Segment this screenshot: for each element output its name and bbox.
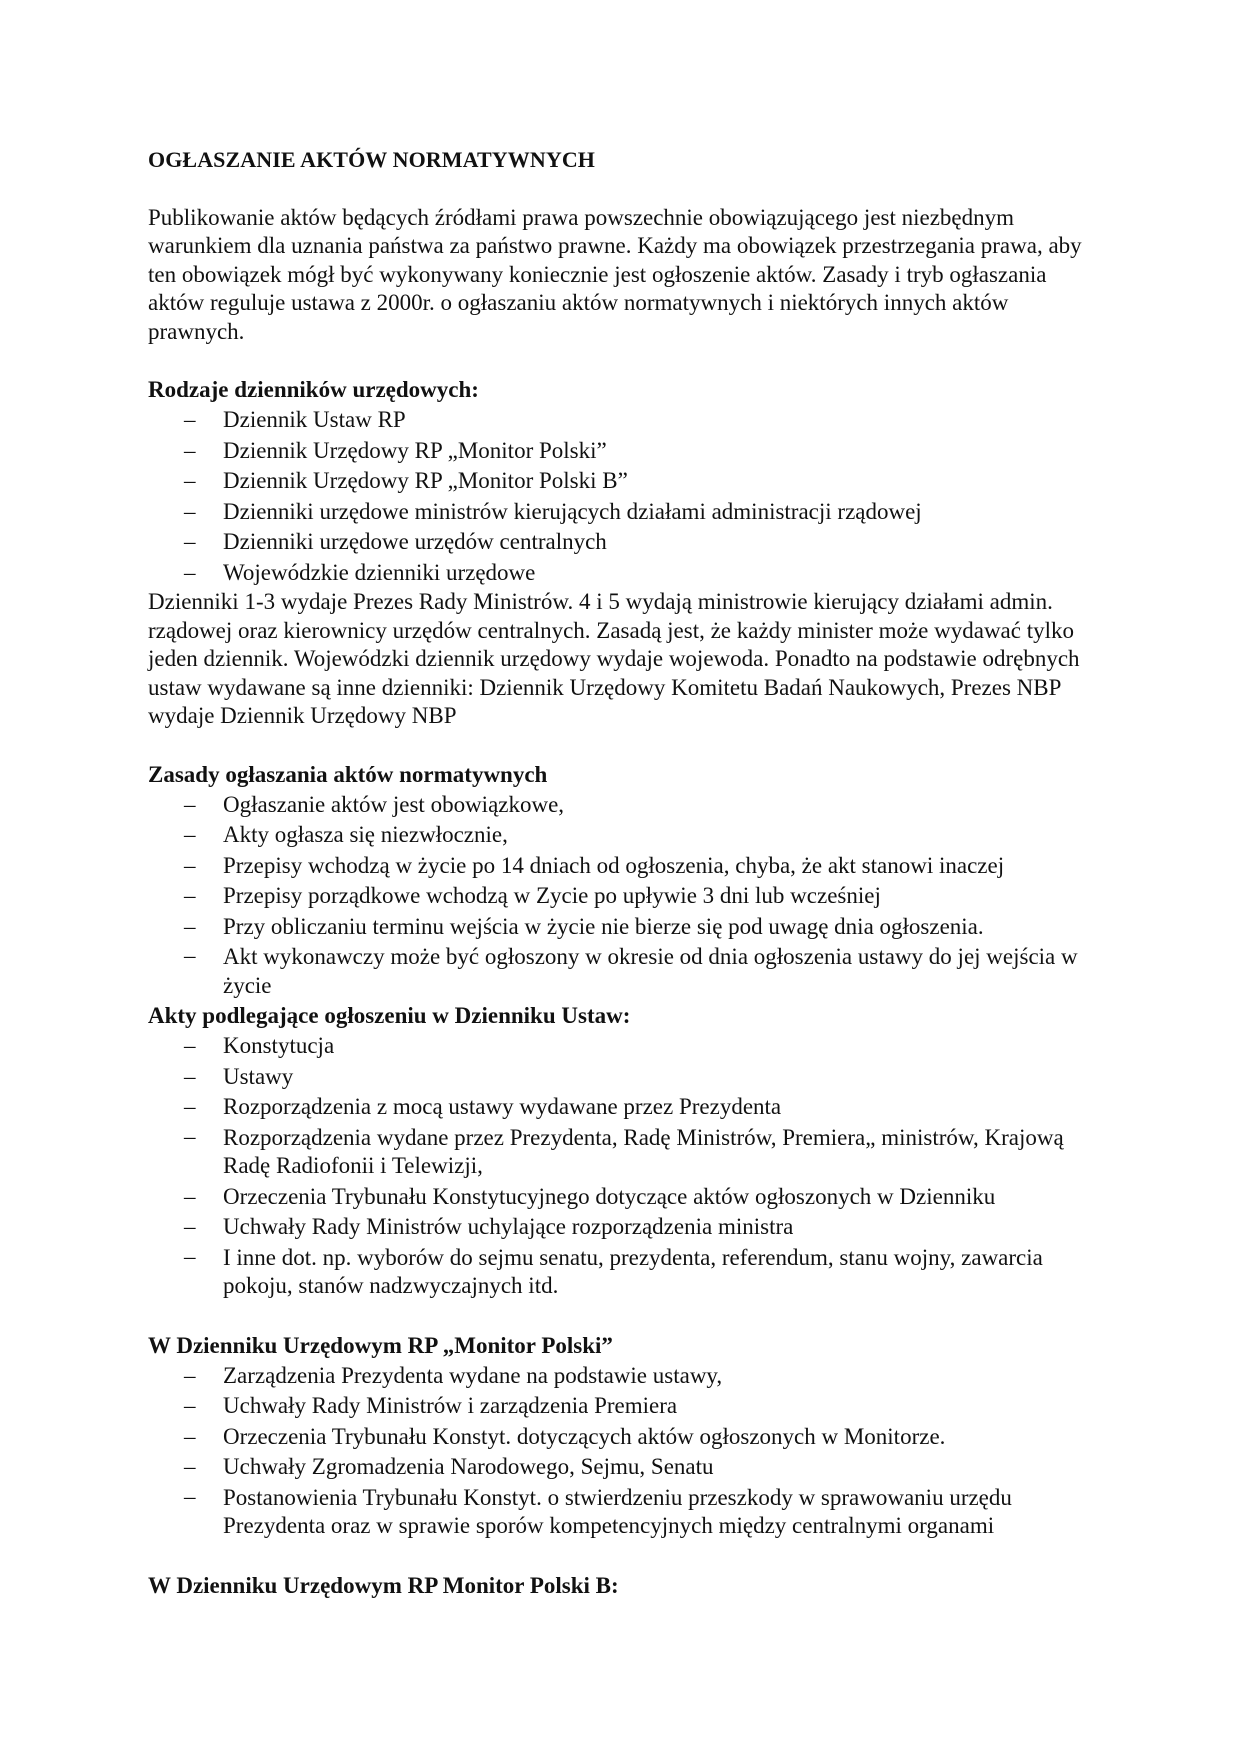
list-item: – Przy obliczaniu terminu wejścia w życie nie bierze się pod uwagę dnia ogłoszenia. [148,912,1098,943]
section-heading-monitor-polski: W Dzienniku Urzędowym RP „Monitor Polski” [148,1332,613,1358]
list-item: – Dzienniki urzędowe ministrów kierujących działami administracji rządowej [148,497,1098,528]
dash-bullet: – [184,1063,196,1089]
dash-bullet: – [184,791,196,817]
document-title: OGŁASZANIE AKTÓW NORMATYWNYCH [148,147,596,172]
list-dziennik-types [148,405,1098,588]
list-item: – Przepisy wchodzą w życie po 14 dniach od ogłoszenia, chyba, że akt stanowi inaczej [148,851,1098,882]
dash-bullet: – [184,407,196,432]
dash-bullet: – [184,1423,196,1449]
section-spacer [148,1302,1098,1331]
dash-bullet: – [184,852,196,878]
list-item: – Ustawy [148,1062,1098,1093]
list-item: – Dzienniki urzędowe urzędów centralnych [148,527,1098,558]
section-heading-monitor-polski-b: W Dzienniku Urzędowym RP Monitor Polski B: [148,1572,619,1598]
intro-paragraph: Publikowanie aktów będących źródłami prawa powszechnie obowiązującego jest niezbędnym warunkiem dla uznania państwa za państwo prawne. Każdy ma obowiązek przestrzegania prawa, aby ten obowiązek mógł być wykonywany koniecznie jest ogłoszenie aktów. Zasady i tryb ogłaszania aktów reguluje ustawa z 2000r. o ogłaszaniu aktów normatywnych i niektórych innych aktów prawnych. [148,204,1082,344]
dash-bullet: – [184,1183,196,1209]
dash-bullet: – [184,559,196,585]
list-monitor-polski [148,1361,1098,1542]
list-item: – Dziennik Ustaw RP [148,405,1098,436]
list-item: – Akty ogłasza się niezwłocznie, [148,820,1098,851]
list-item: – Zarządzenia Prezydenta wydane na podstawie ustawy, [148,1361,1098,1392]
dash-bullet: – [184,437,196,463]
dash-bullet: – [184,883,196,908]
dash-bullet: – [184,1362,196,1388]
list-item: – Ogłaszanie aktów jest obowiązkowe, [148,790,1098,821]
list-item: – Orzeczenia Trybunału Konstyt. dotyczących aktów ogłoszonych w Monitorze. [148,1422,1098,1453]
document-page [148,146,1098,1601]
list-publication-rules [148,790,1098,1002]
dash-bullet: – [184,822,196,847]
dash-bullet: – [184,943,196,968]
list-item: – Uchwały Zgromadzenia Narodowego, Sejmu, Senatu [148,1452,1098,1483]
list-item: – Przepisy porządkowe wchodzą w Zycie po upływie 3 dni lub wcześniej [148,881,1098,912]
dziennik-publishers-paragraph: Dzienniki 1-3 wydaje Prezes Rady Ministrów. 4 i 5 wydają ministrowie kierujący działami admin. rządowej oraz kierownicy urzędów centralnych. Zasadą jest, że każdy minister może wydawać tylko jeden dziennik. Wojewódzki dziennik urzędowy wydaje wojewoda. Ponadto na podstawie odrębnych ustaw wydawane są inne dzienniki: Dziennik Urzędowy Komitetu Badań Naukowych, Prezes NBP wydaje Dziennik Urzędowy NBP [148,589,1080,728]
dash-bullet: – [184,498,196,524]
list-item: – Orzeczenia Trybunału Konstytucyjnego dotyczące aktów ogłoszonych w Dzienniku [148,1182,1098,1213]
list-item: – Rozporządzenia wydane przez Prezydenta, Radę Ministrów, Premiera„ ministrów, Krajową Radę Radiofonii i Telewizji, [184,1123,1064,1178]
section-heading-dziennik-types: Rodzaje dzienników urzędowych: [148,377,479,402]
list-item: – Postanowienia Trybunału Konstyt. o stwierdzeniu przeszkody w sprawowaniu urzędu Prezydenta oraz w sprawie sporów kompetencyjnych między centralnymi organami [184,1483,1012,1538]
list-item: – Rozporządzenia z mocą ustawy wydawane przez Prezydenta [148,1092,1098,1123]
dash-bullet: – [184,1094,196,1119]
dash-bullet: – [184,1483,196,1509]
list-item: – Uchwały Rady Ministrów uchylające rozporządzenia ministra [148,1212,1098,1243]
dash-bullet: – [184,1033,196,1058]
dash-bullet: – [184,1214,196,1239]
dash-bullet: – [184,1454,196,1479]
list-item: – Uchwały Rady Ministrów i zarządzenia Premiera [148,1391,1098,1422]
dash-bullet: – [184,1123,196,1149]
list-item: – I inne dot. np. wyborów do sejmu senatu, prezydenta, referendum, stanu wojny, zawarcia pokoju, stanów nadzwyczajnych itd. [184,1243,1043,1298]
list-dziennik-ustaw-acts [148,1031,1098,1302]
section-heading-dziennik-ustaw-acts: Akty podlegające ogłoszeniu w Dzienniku Ustaw: [148,1003,631,1028]
dash-bullet: – [184,468,196,493]
dash-bullet: – [184,529,196,554]
list-item: – Dziennik Urzędowy RP „Monitor Polski” [148,436,1098,467]
list-item: – Wojewódzkie dzienniki urzędowe [148,558,1098,589]
section-heading-publication-rules: Zasady ogłaszania aktów normatywnych [148,761,548,787]
list-item: – Dziennik Urzędowy RP „Monitor Polski B” [148,466,1098,497]
dash-bullet: – [184,913,196,939]
list-item: – Konstytucja [148,1031,1098,1062]
dash-bullet: – [184,1243,196,1269]
section-spacer [148,1542,1098,1571]
list-item: – Akt wykonawczy może być ogłoszony w okresie od dnia ogłoszenia ustawy do jej wejścia w życie [184,943,1078,998]
dash-bullet: – [184,1393,196,1418]
